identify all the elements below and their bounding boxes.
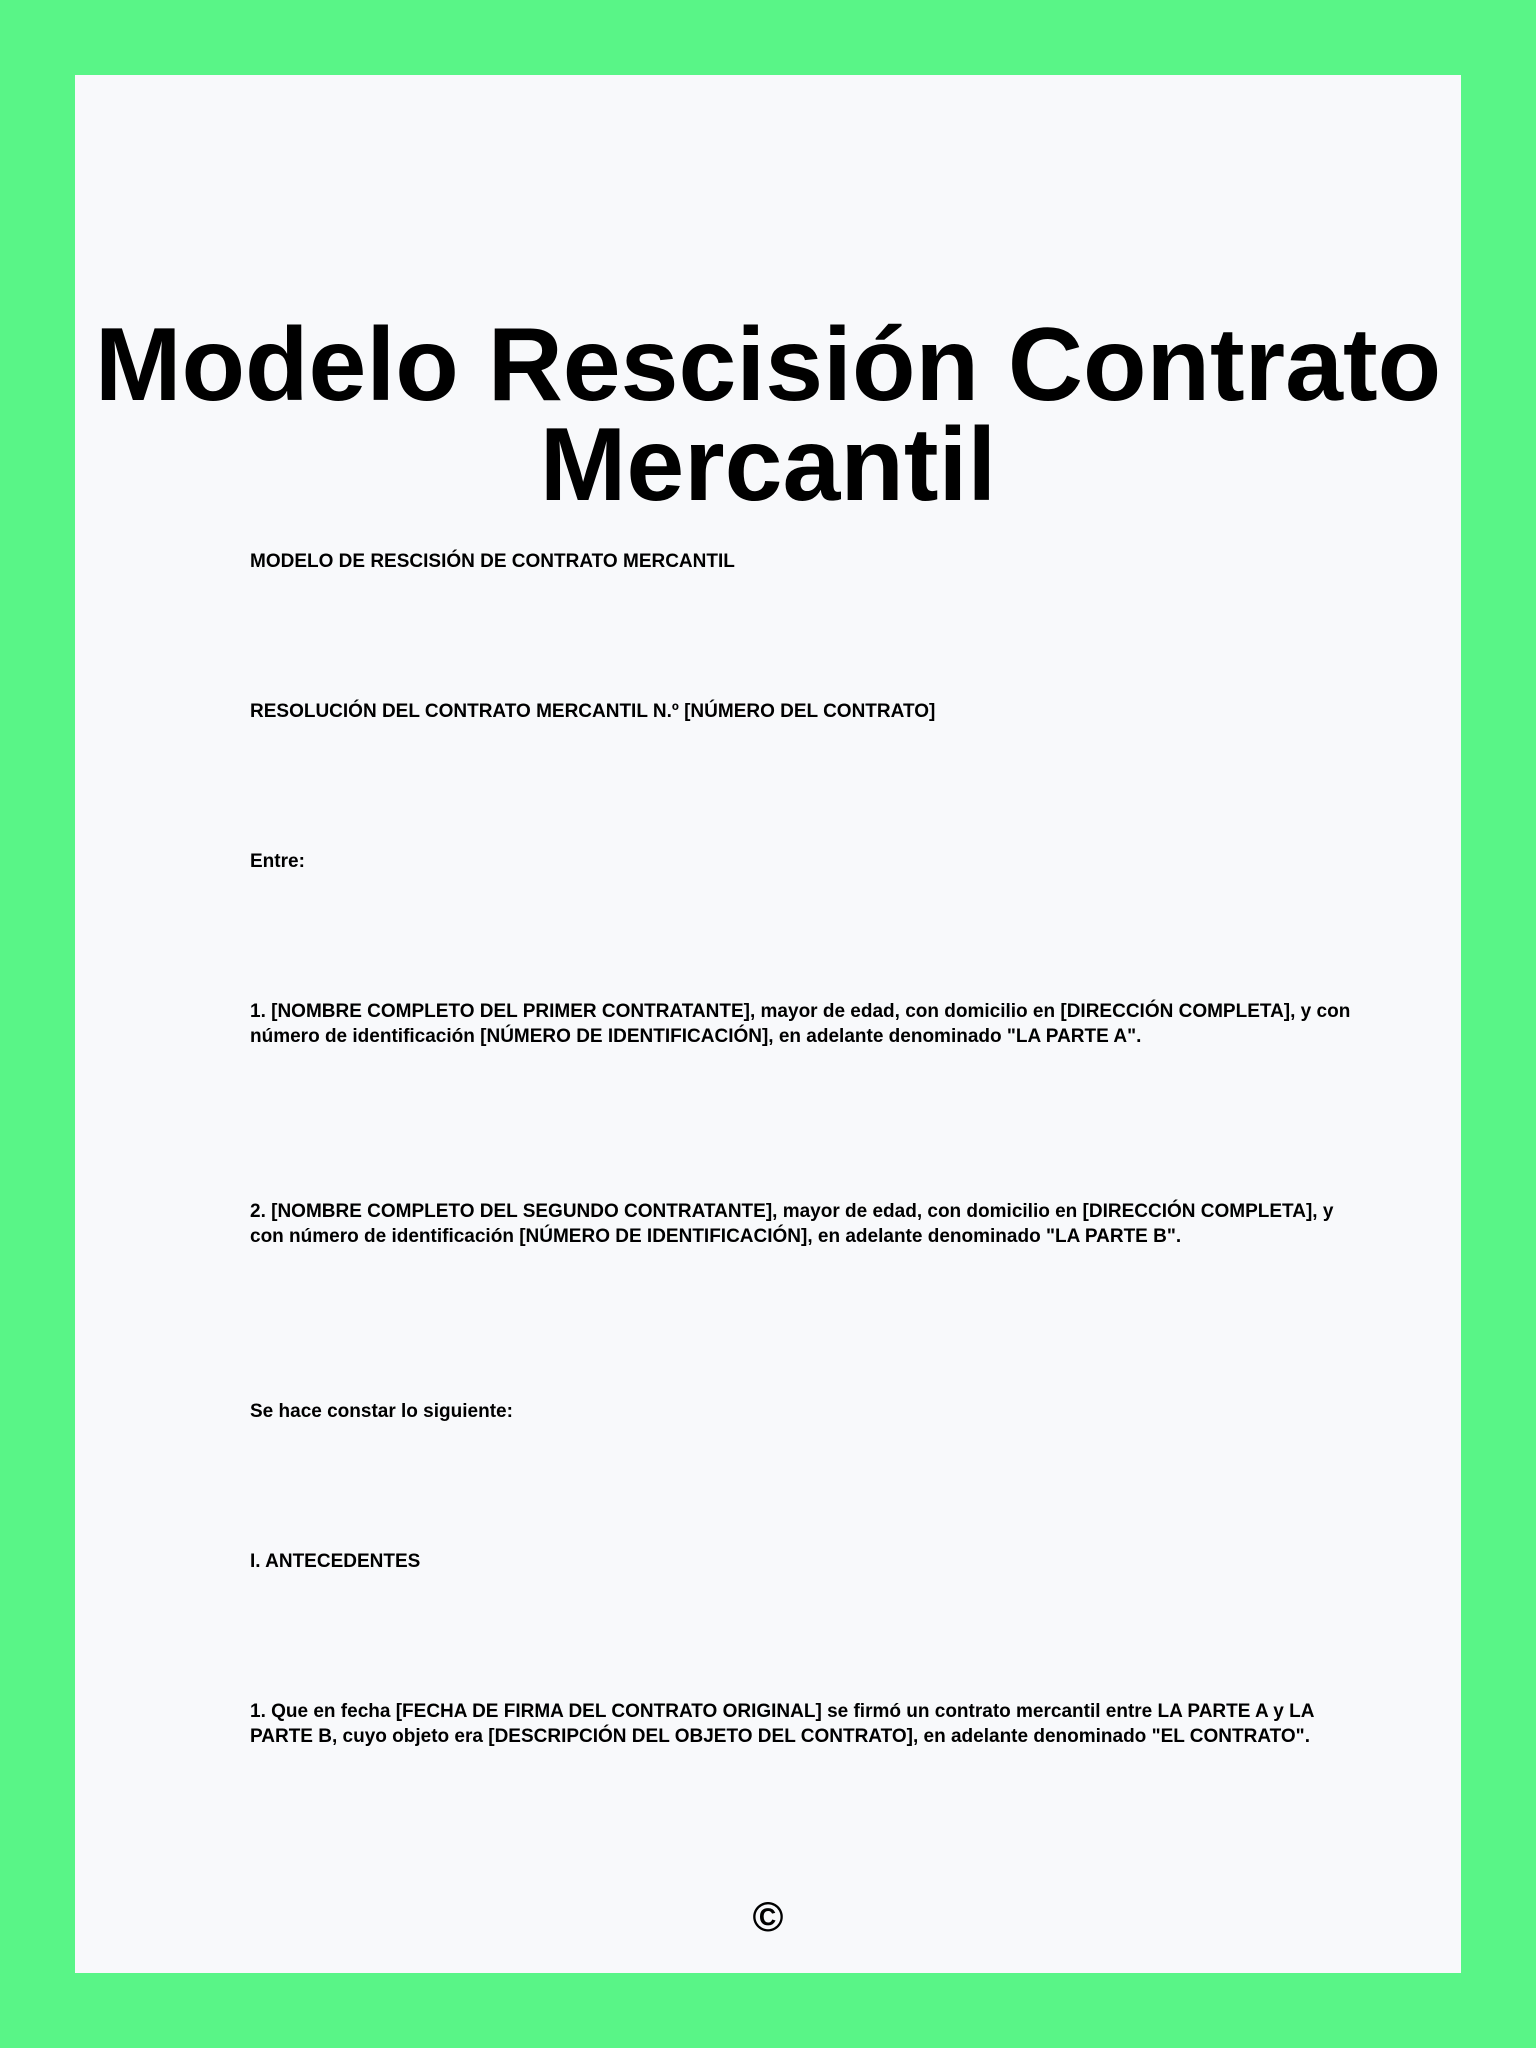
party-b-paragraph: 2. [NOMBRE COMPLETO DEL SEGUNDO CONTRATANTE], mayor de edad, con domicilio en [DIRECCIÓN COMPLETA], y con número de identificación [NÚMERO DE IDENTIFICACIÓN], en adelante denominado "LA PARTE B". — [250, 1201, 1334, 1247]
document-title-line-1: Modelo Rescisión Contrato — [94, 307, 1442, 423]
document-heading: MODELO DE RESCISIÓN DE CONTRATO MERCANTIL — [250, 551, 735, 572]
section-antecedentes-heading: I. ANTECEDENTES — [250, 1551, 421, 1572]
document-title-line-2: Mercantil — [539, 407, 997, 523]
party-a-paragraph: 1. [NOMBRE COMPLETO DEL PRIMER CONTRATANTE], mayor de edad, con domicilio en [DIRECCIÓN COMPLETA], y con número de identificación [NÚMERO DE IDENTIFICACIÓN], en adelante denominado "LA PARTE A". — [250, 1001, 1351, 1047]
document-title — [75, 307, 1461, 523]
between-label: Entre: — [250, 851, 305, 872]
copyright-symbol: © — [752, 1893, 784, 1940]
resolution-heading: RESOLUCIÓN DEL CONTRATO MERCANTIL N.º [NÚMERO DEL CONTRATO] — [250, 701, 936, 722]
document-page — [75, 75, 1461, 1973]
antecedent-1-paragraph: 1. Que en fecha [FECHA DE FIRMA DEL CONTRATO ORIGINAL] se firmó un contrato mercantil entre LA PARTE A y LA PARTE B, cuyo objeto era [DESCRIPCIÓN DEL OBJETO DEL CONTRATO], en adelante denominado "EL CONTRATO". — [250, 1701, 1314, 1747]
statement-intro: Se hace constar lo siguiente: — [250, 1401, 513, 1422]
